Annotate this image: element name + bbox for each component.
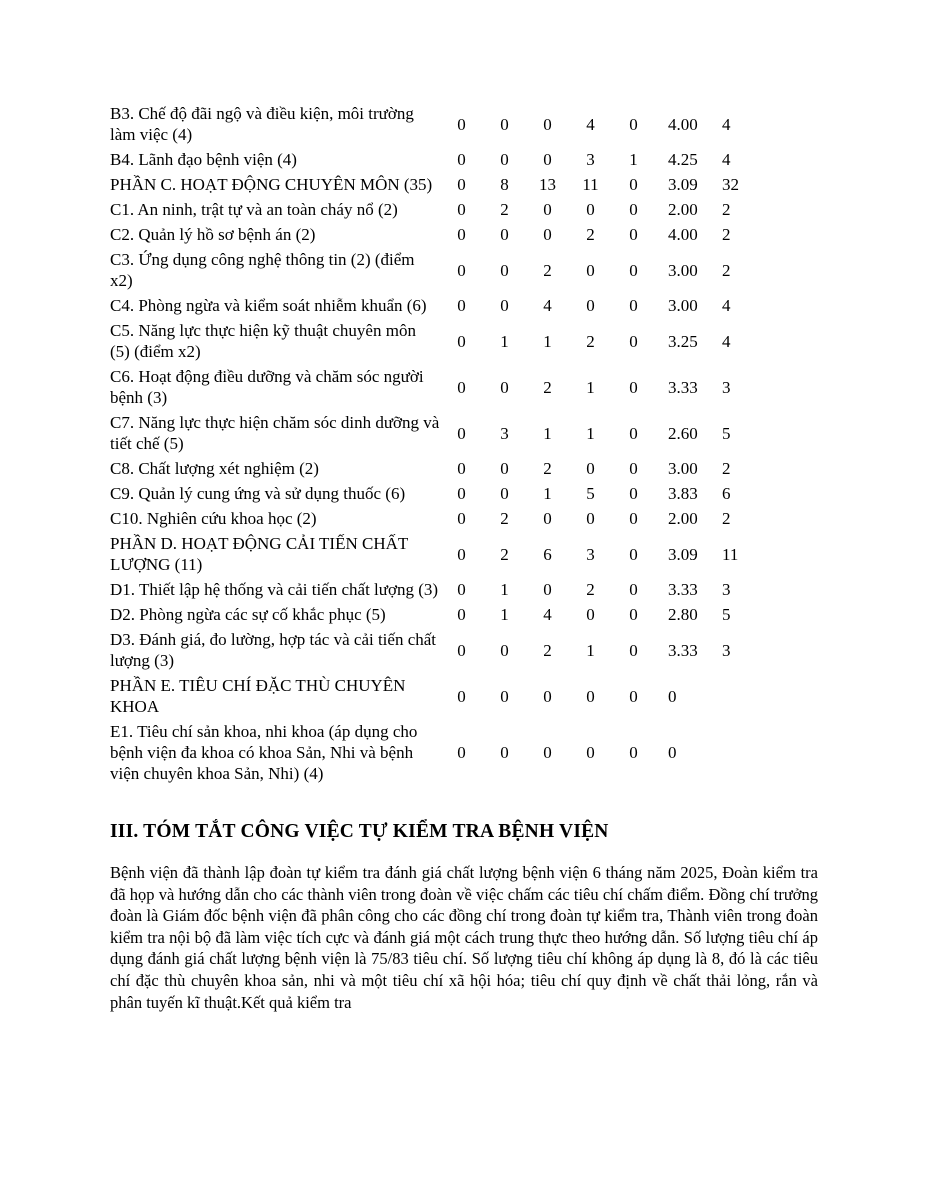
row-count-col2: 0: [500, 296, 509, 315]
row-total: 11: [722, 544, 739, 564]
row-count-col2: 2: [500, 544, 509, 564]
row-count-col1: 0: [457, 377, 466, 397]
row-count-col2: 2: [500, 509, 509, 528]
row-label: C4. Phòng ngừa và kiểm soát nhiễm khuẩn (6): [110, 296, 427, 315]
row-count-col3: 0: [543, 509, 552, 528]
row-count-col5: 0: [629, 225, 638, 244]
row-count-col1: 0: [457, 200, 466, 219]
row-count-col5: 0: [629, 331, 638, 351]
row-total: 5: [722, 423, 731, 443]
row-count-col2: 0: [500, 150, 509, 169]
row-mean-score: 3.33: [668, 640, 698, 660]
row-total: 2: [722, 459, 731, 478]
row-count-col1: 0: [457, 225, 466, 244]
row-mean-score: 3.33: [668, 377, 698, 397]
row-count-col2: 1: [500, 331, 509, 351]
table-row: [110, 579, 765, 600]
row-mean-score: 0: [668, 743, 677, 762]
row-count-col3: 0: [543, 580, 552, 599]
row-total: 2: [722, 200, 731, 219]
row-count-col1: 0: [457, 509, 466, 528]
row-label: D1. Thiết lập hệ thống và cải tiến chất lượng (3): [110, 580, 439, 599]
row-count-col2: 0: [500, 260, 509, 280]
row-label: PHẦN E. TIÊU CHÍ ĐẶC THÙ CHUYÊN KHOA: [110, 676, 406, 716]
row-count-col3: 2: [543, 260, 552, 280]
row-count-col5: 0: [629, 175, 638, 194]
row-count-col4: 0: [586, 296, 595, 315]
row-count-col5: 0: [629, 377, 638, 397]
row-count-col3: 1: [543, 484, 552, 503]
row-mean-score: 4.00: [668, 225, 698, 244]
row-count-col5: 0: [629, 200, 638, 219]
row-count-col4: 0: [586, 509, 595, 528]
row-count-col3: 0: [543, 150, 552, 169]
table-row: [110, 249, 765, 291]
row-count-col1: 0: [457, 114, 466, 134]
row-total: 4: [722, 150, 731, 169]
row-count-col4: 0: [586, 686, 595, 706]
row-count-col1: 0: [457, 423, 466, 443]
row-count-col5: 0: [629, 114, 638, 134]
row-count-col4: 0: [586, 260, 595, 280]
row-label: B4. Lãnh đạo bệnh viện (4): [110, 150, 297, 169]
row-label: C6. Hoạt động điều dưỡng và chăm sóc người bệnh (3): [110, 367, 424, 407]
row-label: PHẦN D. HOẠT ĐỘNG CẢI TIẾN CHẤT LƯỢNG (11): [110, 534, 408, 574]
row-count-col2: 2: [500, 200, 509, 219]
row-count-col3: 4: [543, 605, 552, 624]
row-total: 3: [722, 580, 731, 599]
row-count-col2: 0: [500, 377, 509, 397]
row-count-col3: 2: [543, 640, 552, 660]
row-count-col1: 0: [457, 260, 466, 280]
row-count-col1: 0: [457, 544, 466, 564]
row-count-col4: 2: [586, 580, 595, 599]
row-count-col4: 2: [586, 331, 595, 351]
row-count-col3: 0: [543, 114, 552, 134]
row-mean-score: 3.33: [668, 580, 698, 599]
table-row: [110, 149, 765, 170]
row-mean-score: 4.25: [668, 150, 698, 169]
row-mean-score: 2.80: [668, 605, 698, 624]
row-count-col1: 0: [457, 150, 466, 169]
row-label: C9. Quản lý cung ứng và sử dụng thuốc (6): [110, 484, 406, 503]
row-count-col2: 1: [500, 605, 509, 624]
row-label: C2. Quản lý hồ sơ bệnh án (2): [110, 225, 316, 244]
row-total: 4: [722, 296, 731, 315]
row-mean-score: 3.09: [668, 175, 698, 194]
row-count-col4: 0: [586, 743, 595, 762]
row-count-col4: 4: [586, 114, 595, 134]
row-count-col3: 6: [543, 544, 552, 564]
row-count-col2: 0: [500, 640, 509, 660]
row-label: C7. Năng lực thực hiện chăm sóc dinh dưỡng và tiết chế (5): [110, 413, 440, 453]
row-count-col3: 13: [539, 175, 556, 194]
row-count-col1: 0: [457, 605, 466, 624]
row-count-col3: 0: [543, 200, 552, 219]
row-count-col2: 0: [500, 484, 509, 503]
row-count-col3: 0: [543, 743, 552, 762]
row-count-col2: 0: [500, 459, 509, 478]
table-row: [110, 412, 765, 454]
row-count-col1: 0: [457, 296, 466, 315]
row-label: C10. Nghiên cứu khoa học (2): [110, 509, 317, 528]
row-count-col5: 0: [629, 605, 638, 624]
score-table: [110, 103, 765, 784]
row-mean-score: 3.00: [668, 296, 698, 315]
row-count-col3: 0: [543, 686, 552, 706]
row-count-col3: 1: [543, 423, 552, 443]
row-total: 2: [722, 260, 731, 280]
row-count-col4: 1: [586, 377, 595, 397]
table-row: [110, 174, 765, 195]
row-count-col5: 0: [629, 640, 638, 660]
row-count-col5: 0: [629, 260, 638, 280]
row-mean-score: 3.25: [668, 331, 698, 351]
table-row: [110, 295, 765, 316]
row-count-col3: 0: [543, 225, 552, 244]
row-mean-score: 2.00: [668, 509, 698, 528]
row-count-col4: 0: [586, 605, 595, 624]
row-count-col5: 0: [629, 686, 638, 706]
row-count-col5: 1: [629, 150, 638, 169]
row-mean-score: 3.83: [668, 484, 698, 503]
table-row: [110, 483, 765, 504]
row-total: 4: [722, 114, 731, 134]
row-count-col1: 0: [457, 640, 466, 660]
row-count-col1: 0: [457, 484, 466, 503]
row-label: B3. Chế độ đãi ngộ và điều kiện, môi trường làm việc (4): [110, 104, 414, 144]
row-mean-score: 3.00: [668, 459, 698, 478]
row-count-col4: 11: [582, 175, 599, 194]
table-row: [110, 458, 765, 479]
row-count-col1: 0: [457, 686, 466, 706]
row-count-col4: 2: [586, 225, 595, 244]
row-count-col3: 1: [543, 331, 552, 351]
table-row: [110, 199, 765, 220]
row-count-col1: 0: [457, 580, 466, 599]
row-mean-score: 3.00: [668, 260, 698, 280]
row-count-col3: 4: [543, 296, 552, 315]
summary-paragraph: Bệnh viện đã thành lập đoàn tự kiểm tra đánh giá chất lượng bệnh viện 6 tháng năm 2025, Đoàn kiểm tra đã họp và hướng dẫn cho các thành viên trong đoàn về việc chấm các tiêu chí chấm điểm. Đồng chí trưởng đoàn là Giám đốc bệnh viện đã phân công cho các đồng chí trong đoàn tự kiểm tra, Thành viên trong đoàn kiểm tra nội bộ đã làm việc tích cực và đánh giá một cách trung thực theo hướng dẫn. Số lượng tiêu chí áp dụng đánh giá chất lượng bệnh viện là 75/83 tiêu chí. Số lượng tiêu chí không áp dụng là 8, đó là các tiêu chí đặc thù chuyên khoa sản, nhi và một tiêu chí xã hội hóa; tiêu chí quy định về chất thải lỏng, rắn và phân tuyến kĩ thuật.Kết quả kiểm tra: [110, 863, 818, 1012]
row-count-col2: 0: [500, 686, 509, 706]
row-count-col4: 3: [586, 544, 595, 564]
row-label: E1. Tiêu chí sản khoa, nhi khoa (áp dụng cho bệnh viện đa khoa có khoa Sản, Nhi và bệnh viện chuyên khoa Sản, Nhi) (4): [110, 722, 418, 783]
row-count-col1: 0: [457, 459, 466, 478]
row-count-col2: 0: [500, 225, 509, 244]
row-count-col4: 5: [586, 484, 595, 503]
row-label: C3. Ứng dụng công nghệ thông tin (2) (điểm x2): [110, 250, 415, 290]
row-total: 2: [722, 225, 731, 244]
row-count-col3: 2: [543, 459, 552, 478]
row-count-col5: 0: [629, 484, 638, 503]
row-count-col4: 3: [586, 150, 595, 169]
row-count-col2: 0: [500, 114, 509, 134]
row-total: 32: [722, 175, 739, 194]
row-count-col5: 0: [629, 423, 638, 443]
row-mean-score: 4.00: [668, 114, 698, 134]
row-count-col4: 1: [586, 423, 595, 443]
row-count-col1: 0: [457, 743, 466, 762]
row-count-col4: 0: [586, 459, 595, 478]
row-count-col5: 0: [629, 544, 638, 564]
row-count-col3: 2: [543, 377, 552, 397]
row-total: 4: [722, 331, 731, 351]
row-total: 6: [722, 484, 731, 503]
row-count-col5: 0: [629, 743, 638, 762]
row-count-col5: 0: [629, 459, 638, 478]
row-count-col5: 0: [629, 580, 638, 599]
row-count-col2: 0: [500, 743, 509, 762]
row-total: 3: [722, 640, 731, 660]
row-mean-score: 2.00: [668, 200, 698, 219]
row-total: 5: [722, 605, 731, 624]
row-label: C5. Năng lực thực hiện kỹ thuật chuyên môn (5) (điểm x2): [110, 321, 416, 361]
row-count-col5: 0: [629, 509, 638, 528]
row-count-col1: 0: [457, 175, 466, 194]
section-heading: III. TÓM TẮT CÔNG VIỆC TỰ KIỂM TRA BỆNH VIỆN: [110, 821, 609, 842]
row-label: C8. Chất lượng xét nghiệm (2): [110, 459, 319, 478]
table-row: [110, 629, 765, 671]
row-label: D3. Đánh giá, đo lường, hợp tác và cải tiến chất lượng (3): [110, 630, 437, 670]
row-count-col1: 0: [457, 331, 466, 351]
table-row: [110, 320, 765, 362]
table-row: [110, 366, 765, 408]
row-mean-score: 3.09: [668, 544, 698, 564]
row-count-col4: 0: [586, 200, 595, 219]
row-count-col2: 1: [500, 580, 509, 599]
table-row: [110, 508, 765, 529]
table-row: [110, 103, 765, 145]
table-row: [110, 721, 765, 784]
row-label: C1. An ninh, trật tự và an toàn cháy nổ (2): [110, 200, 398, 219]
row-count-col2: 8: [500, 175, 509, 194]
table-row: [110, 604, 765, 625]
table-row: [110, 533, 765, 575]
table-row: [110, 224, 765, 245]
row-label: PHẦN C. HOẠT ĐỘNG CHUYÊN MÔN (35): [110, 175, 433, 194]
row-mean-score: 2.60: [668, 423, 698, 443]
table-row: [110, 675, 765, 717]
row-count-col2: 3: [500, 423, 509, 443]
row-total: 2: [722, 509, 731, 528]
row-mean-score: 0: [668, 686, 677, 706]
row-count-col5: 0: [629, 296, 638, 315]
row-count-col4: 1: [586, 640, 595, 660]
row-total: 3: [722, 377, 731, 397]
row-label: D2. Phòng ngừa các sự cố khắc phục (5): [110, 605, 386, 624]
